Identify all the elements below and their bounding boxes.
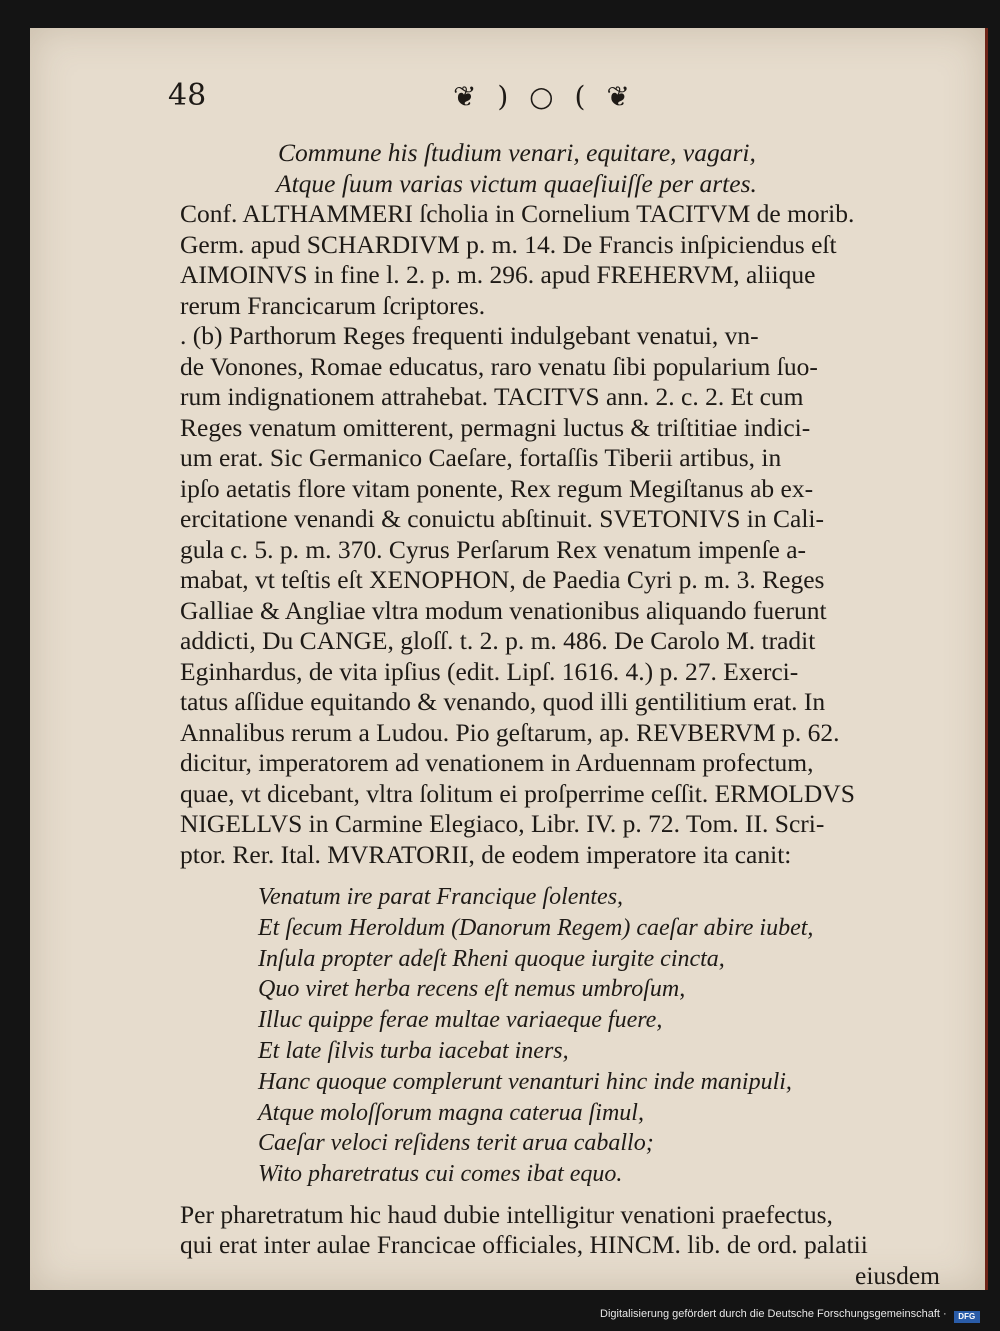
poem-line: Atque moloſſorum magna caterua ſimul, xyxy=(258,1099,644,1126)
text-line: rerum Francicarum ſcriptores. xyxy=(180,290,486,320)
text-line: gula c. 5. p. m. 370. Cyrus Perſarum Rex venatum impenſe a- xyxy=(180,534,807,564)
text-line: . (b) Parthorum Reges frequenti indulgebant venatui, vn- xyxy=(180,321,759,350)
text-line: de Vonones, Romae educatus, raro venatu ſibi popularium ſuo- xyxy=(180,351,818,381)
text-line: ptor. Rer. Ital. MVRATORII, de eodem imperatore ita canit: xyxy=(180,839,792,869)
header-ornament: ❦ ) ○ ( ❦ xyxy=(453,80,636,113)
poem-line: Inſula propter adeſt Rheni quoque iurgite cincta, xyxy=(258,945,725,972)
text-line: quae, vt dicebant, vltra ſolitum ei proſperrime ceſſit. ERMOLDVS xyxy=(180,778,855,808)
closing-paragraph xyxy=(180,1200,940,1292)
page-header xyxy=(168,78,888,122)
poem-line: Et ſecum Heroldum (Danorum Regem) caeſar abire iubet, xyxy=(258,914,814,941)
text-line: ercitatione venandi & conuictu abſtinuit. SVETONIVS in Cali- xyxy=(180,504,824,533)
digitization-credit xyxy=(600,1308,980,1323)
text-line: qui erat inter aulae Francicae officiales, HINCM. lib. de ord. palatii xyxy=(180,1230,868,1260)
poem-line: Hanc quoque complerunt venanturi hinc inde manipuli, xyxy=(258,1068,792,1095)
poem-block xyxy=(180,882,940,1190)
poem-line: Caeſar veloci reſidens terit arua caballo; xyxy=(258,1130,654,1157)
poem-line: Venatum ire parat Francique ſolentes, xyxy=(258,884,624,910)
poem-line: Wito pharetratus cui comes ibat equo. xyxy=(258,1161,623,1188)
text-line: AIMOINVS in fine l. 2. p. m. 296. apud FREHERVM, aliique xyxy=(180,260,816,289)
text-line: Galliae & Angliae vltra modum venationibus aliquando fuerunt xyxy=(180,595,827,625)
text-line: Conf. ALTHAMMERI ſcholia in Cornelium TACITVM de morib. xyxy=(180,199,855,228)
text-line: Atque ſuum varias victum quaeſiuiſſe per artes. xyxy=(276,168,757,198)
dfg-logo-icon: DFG xyxy=(954,1311,980,1323)
page-edge xyxy=(985,28,988,1290)
text-line: rum indignationem attrahebat. TACITVS ann. 2. c. 2. Et cum xyxy=(180,382,804,411)
text-line: Annalibus rerum a Ludou. Pio geſtarum, ap. REVBERVM p. 62. xyxy=(180,717,840,747)
page-text xyxy=(180,138,940,1291)
text-line: Eginhardus, de vita ipſius (edit. Lipſ. 1616. 4.) p. 27. Exerci- xyxy=(180,656,799,686)
text-line: NIGELLVS in Carmine Elegiaco, Libr. IV. p. 72. Tom. II. Scri- xyxy=(180,809,825,838)
text-line: Commune his ſtudium venari, equitare, vagari, xyxy=(278,138,756,167)
text-line: Reges venatum omitterent, permagni luctus & triſtitiae indici- xyxy=(180,412,811,442)
text-line: addicti, Du CANGE, gloſſ. t. 2. p. m. 486. De Carolo M. tradit xyxy=(180,626,816,655)
text-line: mabat, vt teſtis eſt XENOPHON, de Paedia Cyri p. m. 3. Reges xyxy=(180,565,825,594)
credit-text: Digitalisierung gefördert durch die Deutsche Forschungsgemeinschaft · xyxy=(600,1308,947,1320)
poem-line: Illuc quippe ferae multae variaeque fuere, xyxy=(258,1007,663,1034)
text-line: um erat. Sic Germanico Caeſare, fortaſſis Tiberii artibus, in xyxy=(180,443,782,472)
text-line: dicitur, imperatorem ad venationem in Arduennam profectum, xyxy=(180,748,814,777)
text-line: ipſo aetatis flore vitam ponente, Rex regum Megiſtanus ab ex- xyxy=(180,473,814,503)
text-line: tatus aſſidue equitando & venando, quod illi gentilitium erat. In xyxy=(180,687,826,716)
catchword: eiusdem xyxy=(855,1260,940,1290)
poem-line: Et late ſilvis turba iacebat iners, xyxy=(258,1037,569,1064)
page-number: 48 xyxy=(168,78,207,113)
poem-line: Quo viret herba recens eſt nemus umbroſum, xyxy=(258,976,686,1003)
text-line: Germ. apud SCHARDIVM p. m. 14. De Francis inſpiciendus eſt xyxy=(180,229,837,259)
text-line: Per pharetratum hic haud dubie intelligitur venationi praefectus, xyxy=(180,1199,833,1229)
